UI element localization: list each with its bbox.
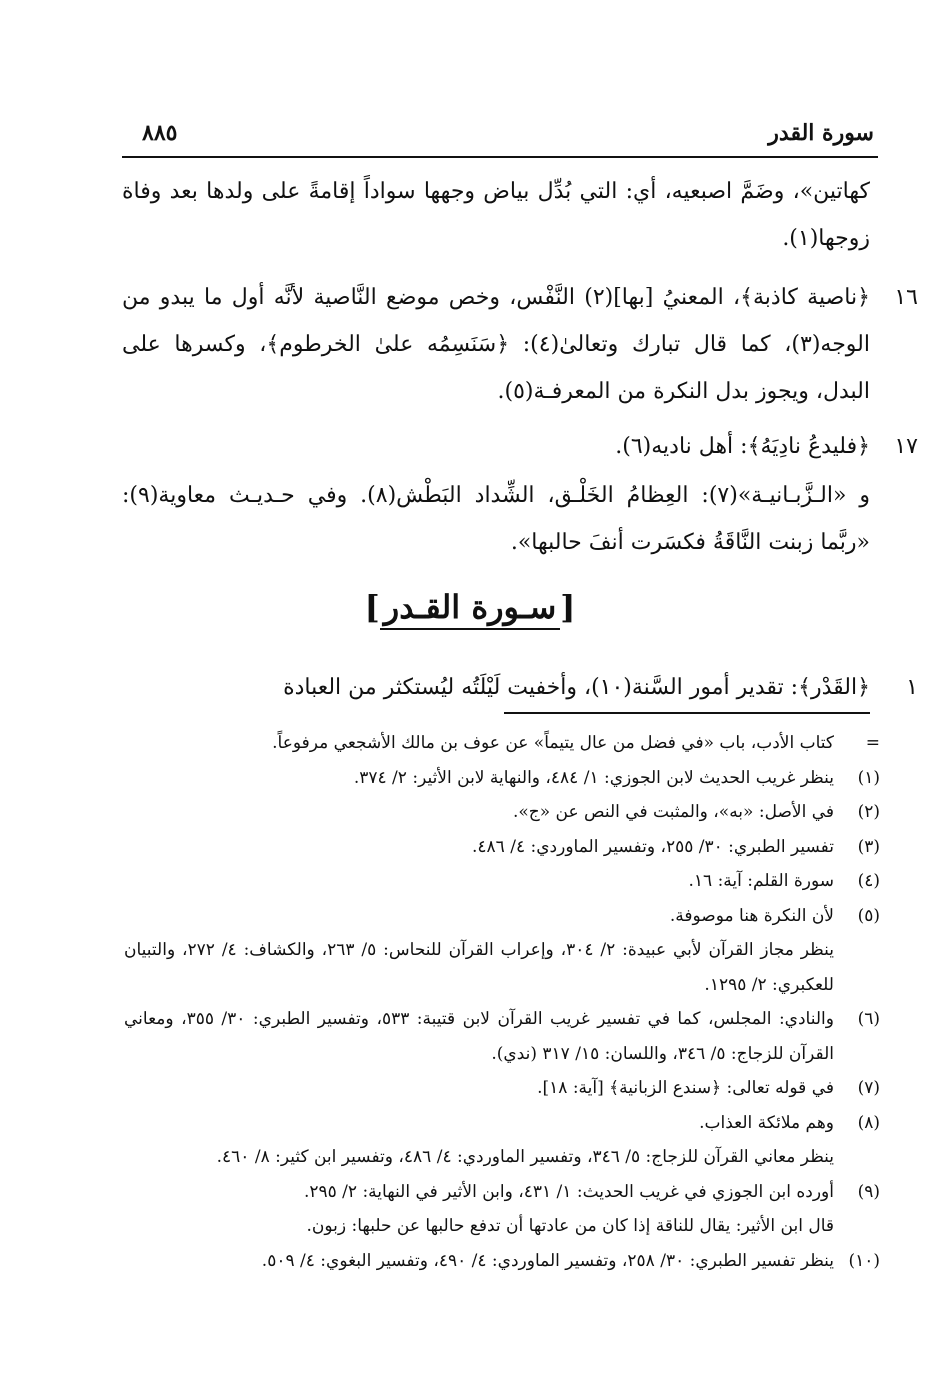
footnote-text: ينظر غريب الحديث لابن الجوزي: ١/ ٤٨٤، والنهاية لابن الأثير: ٢/ ٣٧٤.: [353, 767, 834, 788]
footnotes: [124, 726, 880, 1278]
footnote-2: [124, 795, 880, 830]
footnote-marker: (٩): [857, 1181, 880, 1202]
page-number: ٨٨٥: [142, 120, 178, 146]
footnote-text: كتاب الأدب، باب «في فضل من عال يتيماً» عن عوف بن مالك الأشجعي مرفوعاً.: [272, 733, 834, 753]
verse-entry-1: [122, 664, 918, 711]
commentary-paragraph-text: و «الـزَّبـانيـة»(٧): العِظامُ الخَلْـق، الشِّداد البَطْش(٨). وفي حـديـث معاوية(٩): «ربَّما زبنت النَّاقَةُ فكسَرت أنفَ حالبها».: [122, 483, 870, 555]
footnote-text: وهم ملائكة العذاب.: [699, 1112, 834, 1133]
footnote-text: ينظر مجاز القرآن لأبي عبيدة: ٢/ ٣٠٤، وإعراب القرآن للنحاس: ٥/ ٢٦٣، والكشاف: ٤/ ٢٧٢، والتبيان للعكبري: ٢/ ١٢٩٥.: [124, 940, 834, 995]
footnote-8: [124, 1106, 880, 1141]
verse-commentary: ﴿ناصية كاذبة﴾، المعنيُ [بها](٢) النَّفْس، وخص موضع النَّاصية لأنَّه أول ما يبدو من الوجه(٣)، كما قال تبارك وتعالىٰ(٤): ﴿سَنَسِمُه علىٰ الخرطوم﴾، وكسرها على البدل، ويجوز بدل النكرة من المعرفـة(٥).: [122, 285, 870, 404]
footnote-text: لأن النكرة هنا موصوفة.: [669, 905, 834, 926]
verse-number: ١٦: [894, 285, 918, 310]
footnote-1: [124, 761, 880, 796]
header-surah-title: سورة القدر: [768, 120, 874, 146]
footnote-text: تفسير الطبري: ٣٠/ ٢٥٥، وتفسير الماوردي: ٤/ ٤٨٦.: [472, 836, 834, 857]
footnote-continued: [124, 726, 880, 761]
footnote-marker: (٢): [857, 802, 880, 822]
surah-heading: [0, 588, 940, 626]
verse-number: ١: [906, 675, 918, 700]
heading-open-bracket: [: [560, 588, 576, 626]
surah-verse-entry-1: [122, 664, 918, 711]
footnote-6: [124, 1002, 880, 1071]
footnote-5: [124, 899, 880, 934]
footnote-5-continuation: [124, 933, 880, 1002]
footnote-text: في الأصل: «به»، والمثبت في النص عن «ج».: [512, 802, 834, 822]
heading-close-bracket: ]: [364, 588, 380, 626]
footnote-4: [124, 864, 880, 899]
footnote-3: [124, 830, 880, 865]
footnote-marker: (٦): [857, 1009, 880, 1029]
footnote-text: والنادي: المجلس، كما في تفسير غريب القرآن لابن قتيبة: ٥٣٣، وتفسير الطبري: ٣٠/ ٣٥٥، ومعاني القرآن للزجاج: ٥/ ٣٤٦، واللسان: ١٥/ ٣١٧ (ندي).: [124, 1009, 834, 1064]
footnote-9-continuation: [124, 1209, 880, 1244]
footnote-marker: (١٠): [848, 1250, 880, 1271]
verse-commentary: ﴿فليدعُ نادِيَهُ﴾: أهل ناديه(٦).: [615, 434, 870, 459]
footnote-marker: (١): [857, 767, 880, 788]
footnote-marker: (٥): [857, 905, 880, 926]
verse-commentary: ﴿القَدْر﴾: تقدير أمور السَّنة(١٠)، وأخفيت لَيْلَتُه ليُستكثر من العبادة: [283, 675, 870, 700]
footnote-marker: (٤): [857, 871, 880, 891]
surah-heading-title: سـورة القـدر: [380, 588, 561, 630]
footnote-8-continuation: [124, 1140, 880, 1175]
main-text: [122, 168, 918, 566]
footnote-text: ينظر معاني القرآن للزجاج: ٥/ ٣٤٦، وتفسير الماوردي: ٤/ ٤٨٦، وتفسير ابن كثير: ٨/ ٤٦٠.: [216, 1147, 834, 1167]
footnote-text: سورة القلم: آية: ١٦.: [688, 871, 834, 891]
footnote-9: [124, 1175, 880, 1210]
footnote-text: ينظر تفسير الطبري: ٣٠/ ٢٥٨، وتفسير الماوردي: ٤/ ٤٩٠، وتفسير البغوي: ٤/ ٥٠٩.: [261, 1250, 834, 1271]
continuation-text: [122, 168, 870, 262]
verse-number: ١٧: [894, 434, 918, 459]
footnote-marker: (٨): [857, 1112, 880, 1133]
footnote-7: [124, 1071, 880, 1106]
footnote-marker: (٧): [857, 1078, 880, 1098]
footnote-marker: (٣): [857, 836, 880, 857]
footnote-marker: =: [865, 733, 880, 753]
running-header: [122, 112, 878, 158]
verse-entry-17: [122, 423, 918, 470]
commentary-paragraph: [122, 472, 870, 566]
continuation-text-body: كهاتين»، وضَمَّ اصبعيه، أي: التي بُدِّل بياض وجهها سواداً إقامةً على ولدها بعد وفاة زوجها(١).: [122, 179, 870, 251]
verse-entry-16: [122, 274, 918, 415]
footnote-text: في قوله تعالى: ﴿سندع الزبانية﴾ [آية: ١٨].: [537, 1078, 834, 1098]
footnote-text: قال ابن الأثير: يقال للناقة إذا كان من عادتها أن تدفع حالبها عن حلبها: زبون.: [306, 1216, 834, 1236]
footnote-text: أورده ابن الجوزي في غريب الحديث: ١/ ٤٣١، وابن الأثير في النهاية: ٢/ ٢٩٥.: [303, 1181, 834, 1202]
footnote-10: [124, 1244, 880, 1279]
footnote-divider: [504, 712, 870, 714]
